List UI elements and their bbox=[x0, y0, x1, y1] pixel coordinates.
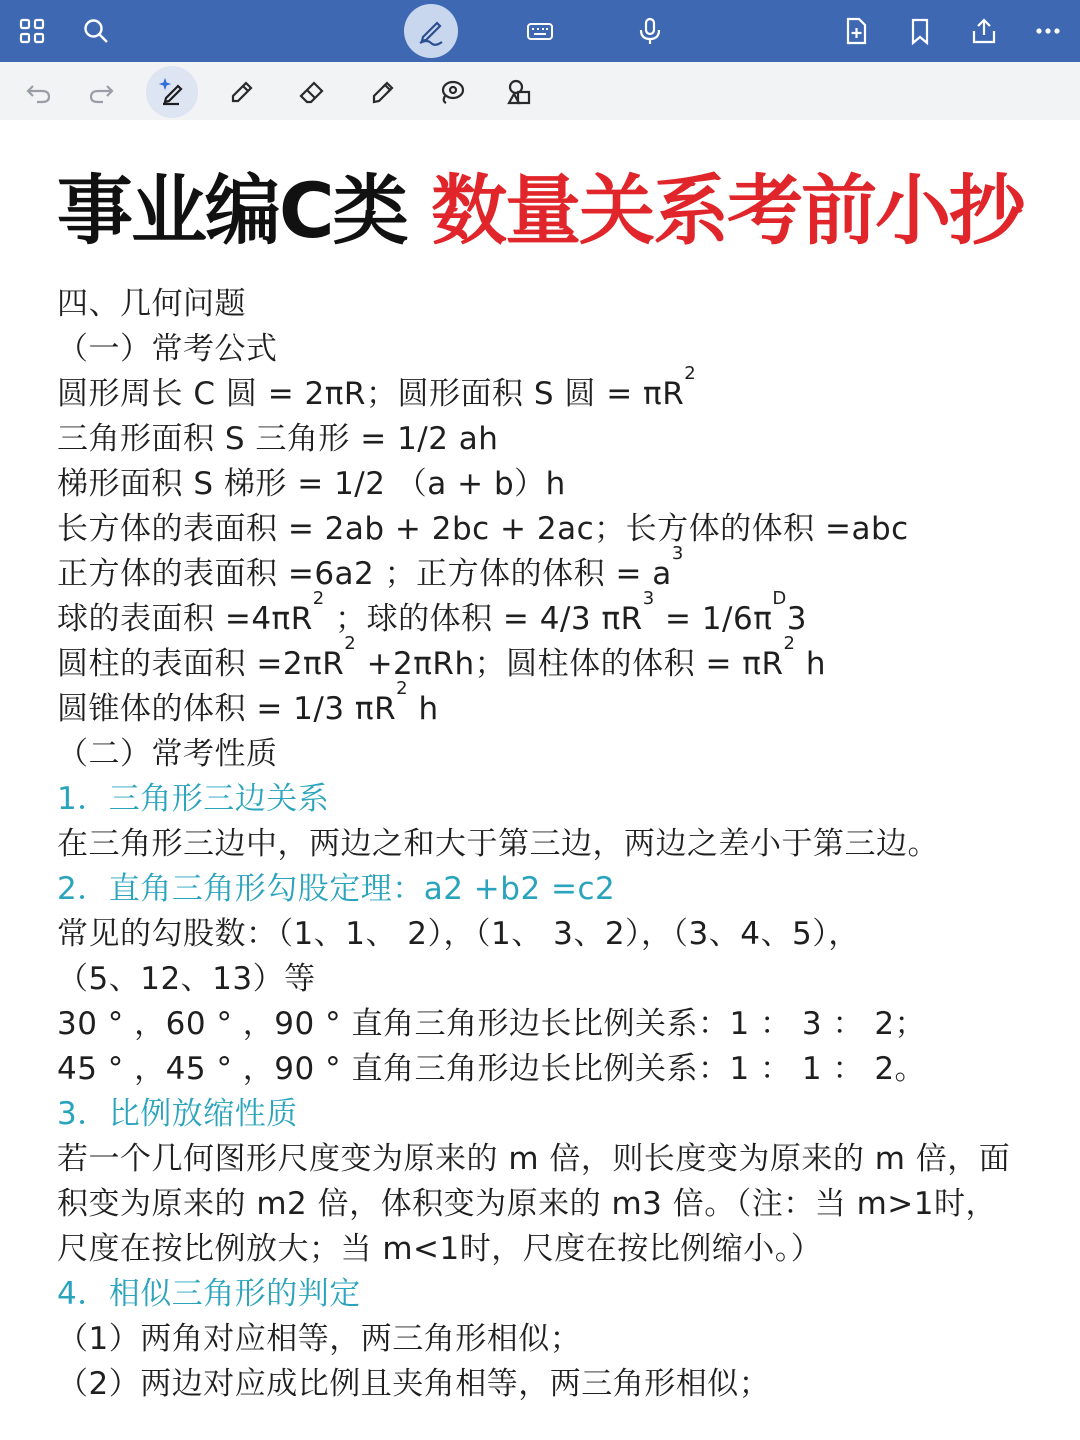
add-page-icon[interactable] bbox=[834, 9, 878, 53]
formula-trapezoid: 梯形面积 S 梯形 = 1/2 （a + b）h bbox=[57, 466, 566, 502]
formula-sphere: 球的表面积 $=4\pi R^2$ ；球的体积 = 4/3 $\pi R^3 = 1/6\pi^D3$ bbox=[57, 588, 808, 637]
note-content bbox=[57, 282, 1037, 1407]
undo-icon[interactable] bbox=[16, 70, 60, 114]
title-red: 数量关系考前小抄 bbox=[431, 166, 1024, 255]
pencil-icon[interactable] bbox=[220, 70, 264, 114]
ai-pen-icon[interactable] bbox=[146, 66, 198, 118]
formula-cylinder: 圆柱的表面积 $=2\pi R^2 +2\pi Rh$；圆柱体的体积 = $\pi R^2$ h bbox=[57, 633, 826, 682]
section-heading: 四、几何问题 bbox=[57, 286, 246, 322]
property-text: （1）两角对应相等，两三角形相似； bbox=[57, 1321, 582, 1357]
property-text: 在三角形三边中，两边之和大于第三边，两边之差小于第三边。 bbox=[57, 826, 939, 862]
bookmark-icon[interactable] bbox=[898, 9, 942, 53]
property-heading: 2．直角三角形勾股定理：a2 +b2 =c2 bbox=[57, 871, 616, 907]
formula-cube: 正方体的表面积 =6a2 ；正方体的体积 = $a^3$ bbox=[57, 543, 684, 592]
property-text: 积变为原来的 m2 倍，体积变为原来的 m3 倍。（注：当 m>1时， bbox=[57, 1186, 998, 1222]
property-heading: 3．比例放缩性质 bbox=[57, 1096, 298, 1132]
title-black: 事业编C类 bbox=[56, 166, 432, 255]
formula-cuboid: 长方体的表面积 = 2ab + 2bc + 2ac；长方体的体积 =abc bbox=[57, 511, 909, 547]
property-text: （5、12、13）等 bbox=[57, 961, 316, 997]
page-title bbox=[0, 150, 1080, 259]
property-text: 若一个几何图形尺度变为原来的 m 倍，则长度变为原来的 m 倍，面 bbox=[57, 1141, 1011, 1177]
formula-cone: 圆锥体的体积 = 1/3 $\pi R^2$ h bbox=[57, 678, 439, 727]
property-text: 45 ° ，45 ° ，90 ° 直角三角形边长比例关系：1 ： 1 ： 2。 bbox=[57, 1051, 927, 1087]
property-text: （2）两边对应成比例且夹角相等，两三角形相似； bbox=[57, 1366, 771, 1402]
grid-icon[interactable] bbox=[10, 9, 54, 53]
property-text: 常见的勾股数：（1、1、 2），（1、 3、2），（3、4、5）， bbox=[57, 916, 860, 952]
search-icon[interactable] bbox=[74, 9, 118, 53]
redo-icon[interactable] bbox=[80, 70, 124, 114]
highlighter-icon[interactable] bbox=[360, 70, 404, 114]
formula-triangle: 三角形面积 S 三角形 = 1/2 ah bbox=[57, 421, 499, 457]
property-heading: 1．三角形三边关系 bbox=[57, 781, 330, 817]
pen-mode-icon[interactable] bbox=[404, 4, 458, 58]
lasso-icon[interactable] bbox=[430, 70, 474, 114]
more-icon[interactable] bbox=[1026, 9, 1070, 53]
microphone-icon[interactable] bbox=[628, 9, 672, 53]
share-icon[interactable] bbox=[962, 9, 1006, 53]
property-text: 尺度在按比例放大；当 m<1时，尺度在按比例缩小。） bbox=[57, 1231, 823, 1267]
subsection-heading: （一）常考公式 bbox=[57, 331, 278, 367]
drawing-toolbar bbox=[0, 62, 1080, 120]
subsection-heading: （二）常考性质 bbox=[57, 736, 278, 772]
property-heading: 4．相似三角形的判定 bbox=[57, 1276, 361, 1312]
eraser-icon[interactable] bbox=[290, 70, 334, 114]
shapes-icon[interactable] bbox=[498, 70, 542, 114]
keyboard-icon[interactable] bbox=[518, 9, 562, 53]
top-app-bar bbox=[0, 0, 1080, 62]
formula-circle: 圆形周长 C 圆 = 2πR；圆形面积 S 圆 = $\pi R^2$ bbox=[57, 363, 697, 412]
property-text: 30 ° ，60 ° ，90 ° 直角三角形边长比例关系：1 ： 3 ： 2； bbox=[57, 1006, 927, 1042]
